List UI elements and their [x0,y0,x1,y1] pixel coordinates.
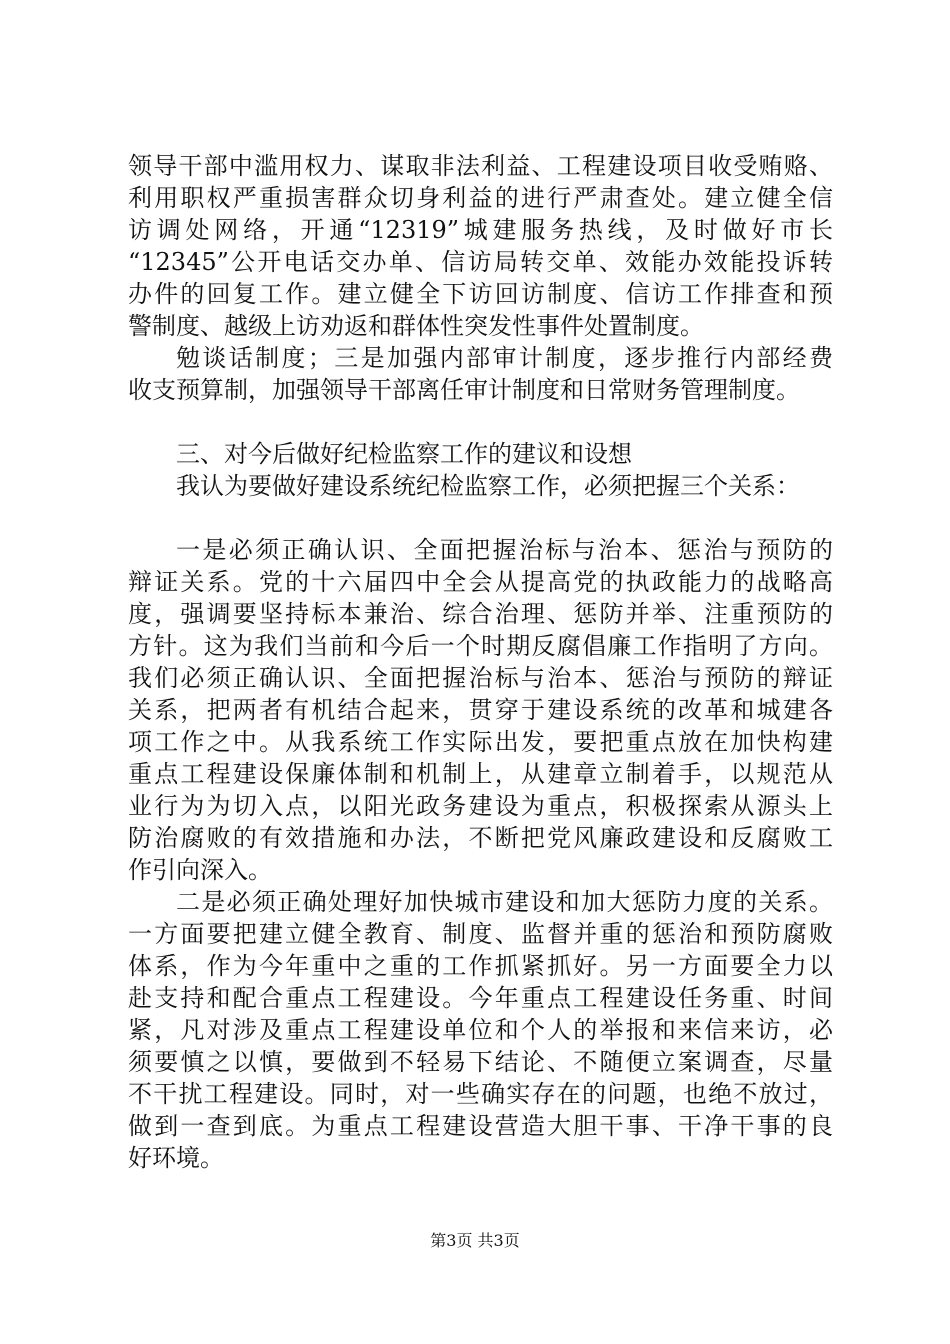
text-line: 领导干部中滥用权力、谋取非法利益、工程建设项目收受贿赂、 [128,152,833,180]
text-line: 不干扰工程建设。同时，对一些确实存在的问题，也绝不放过， [128,1080,833,1108]
text-line: 防治腐败的有效措施和办法，不断把党风廉政建设和反腐败工 [128,824,833,852]
paragraph-relation-one [128,534,833,886]
intro-sentence: 我认为要做好建设系统纪检监察工作，必须把握三个关系： [176,472,800,500]
paragraph-complaints [128,150,833,342]
paragraph-relation-two [128,886,833,1174]
text-line: 我们必须正确认识、全面把握治标与治本、惩治与预防的辩证 [128,664,833,692]
paragraph-gap [128,406,833,438]
document-body [128,150,833,1174]
text-line: 访调处网络，开通“12319”城建服务热线，及时做好市长 [128,216,833,244]
text-line: 办件的回复工作。建立健全下访回访制度、信访工作排查和预 [128,280,833,308]
text-line: 体系，作为今年重中之重的工作抓紧抓好。另一方面要全力以 [128,952,833,980]
text-line: 关系，把两者有机结合起来，贯穿于建设系统的改革和城建各 [128,696,833,724]
text-line: 赴支持和配合重点工程建设。今年重点工程建设任务重、时间 [128,984,833,1012]
text-line: 收支预算制，加强领导干部离任审计制度和日常财务管理制度。 [128,376,800,404]
text-line: 须要慎之以慎，要做到不轻易下结论、不随便立案调查，尽量 [128,1048,833,1076]
page-footer: 第3页 共3页 [430,1231,520,1250]
text-line: 好环境。 [128,1144,224,1172]
text-line: 作引向深入。 [128,856,272,884]
text-line: 一方面要把建立健全教育、制度、监督并重的惩治和预防腐败 [128,920,833,948]
text-line: “12345”公开电话交办单、信访局转交单、效能办效能投诉转 [128,248,833,276]
text-line: 勉谈话制度；三是加强内部审计制度，逐步推行内部经费 [176,344,833,372]
text-line: 重点工程建设保廉体制和机制上，从建章立制着手，以规范从 [128,760,833,788]
text-line: 做到一查到底。为重点工程建设营造大胆干事、干净干事的良 [128,1112,833,1140]
text-line: 警制度、越级上访劝返和群体性突发性事件处置制度。 [128,312,704,340]
section-heading: 三、对今后做好纪检监察工作的建议和设想 [176,440,632,468]
text-line: 项工作之中。从我系统工作实际出发，要把重点放在加快构建 [128,728,833,756]
paragraph-audit [128,342,833,406]
paragraph-gap [128,502,833,534]
text-line: 二是必须正确处理好加快城市建设和加大惩防力度的关系。 [176,888,833,916]
text-line: 方针。这为我们当前和今后一个时期反腐倡廉工作指明了方向。 [128,632,833,660]
text-line: 紧，凡对涉及重点工程建设单位和个人的举报和来信来访，必 [128,1016,833,1044]
text-line: 利用职权严重损害群众切身利益的进行严肃查处。建立健全信 [128,184,833,212]
text-line: 一是必须正确认识、全面把握治标与治本、惩治与预防的 [176,536,833,564]
text-line: 度，强调要坚持标本兼治、综合治理、惩防并举、注重预防的 [128,600,833,628]
text-line: 辩证关系。党的十六届四中全会从提高党的执政能力的战略高 [128,568,833,596]
text-line: 业行为为切入点，以阳光政务建设为重点，积极探索从源头上 [128,792,833,820]
